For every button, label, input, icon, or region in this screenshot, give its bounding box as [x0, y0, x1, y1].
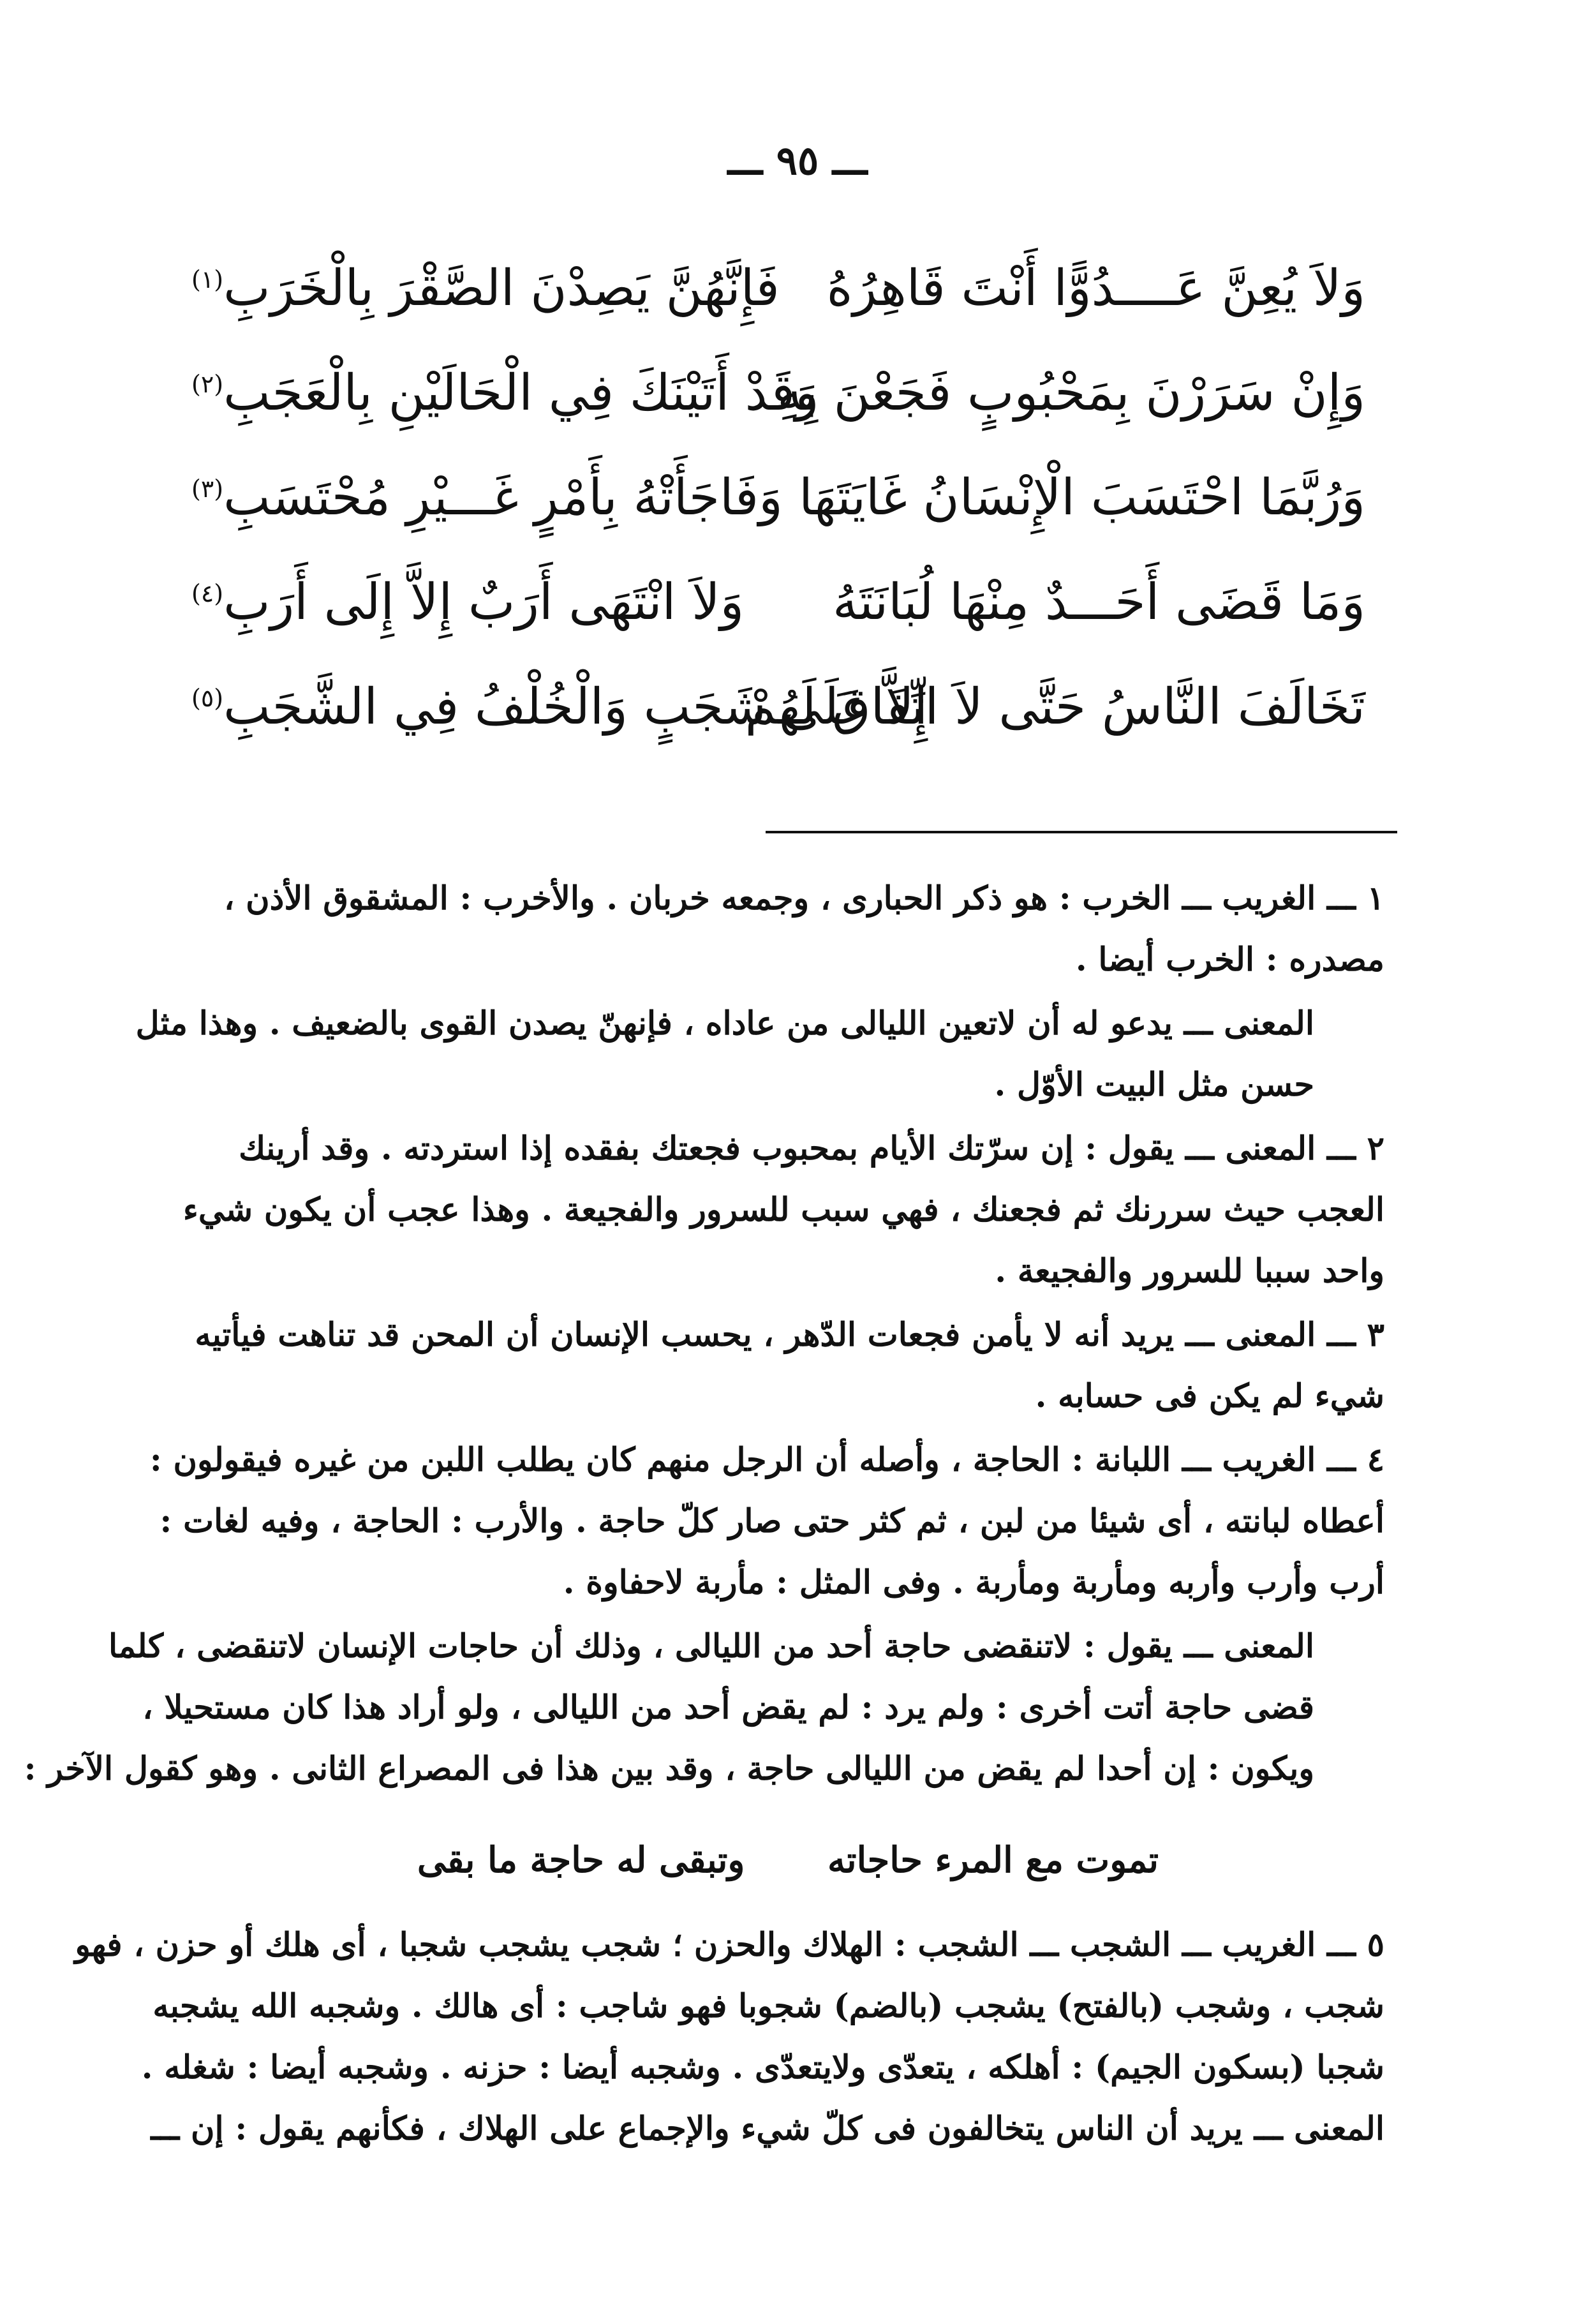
note-line: المعنى ـــ يقول : لاتنقضى حاجة أحد من الليالى ، وذلك أن حاجات الإنسان لاتنقضى ، كلما — [108, 1627, 1314, 1665]
verse-line — [191, 341, 1365, 445]
verse-first-hemistich: وَمَا قَضَى أَحَـــدٌ مِنْهَا لُبَانَتَهُ — [833, 574, 1365, 631]
poem-verses — [191, 236, 1365, 759]
note-1-meaning — [135, 993, 1384, 1115]
verse-second-hemistich-text: وَلاَ انْتَهَى أَرَبٌ إِلاَّ إِلَى أَرَبِ — [223, 574, 745, 631]
verse-first-hemistich: تَخَالَفَ النَّاسُ حَتَّى لاَ اتِّفَاقَ لَهُمْ — [745, 678, 1365, 736]
footnote-divider — [766, 831, 1397, 833]
note-line: ٥ ـــ الغريب ـــ الشجب ـــ الشجب : الهلاك والحزن ؛ شجب يشجب شجبا ، أى هلك أو حزن ، فهو — [75, 1926, 1384, 1964]
verse-line — [191, 550, 1365, 655]
quoted-verse-second-hemistich: وتبقى له حاجة ما بقى — [417, 1839, 745, 1881]
note-line: ٢ ـــ المعنى ـــ يقول : إن سرّتك الأيام بمحبوب فجعتك بفقده إذا استردته . وقد أرينك — [239, 1129, 1384, 1168]
footnote-marker: (٤) — [191, 579, 224, 607]
verse-second-hemistich-text: وَقَدْ أَتَيْنَكَ فِي الْحَالَيْنِ بِالْعَجَبِ — [223, 364, 819, 422]
verse-first-hemistich: وَرُبَّمَا احْتَسَبَ الْإِنْسَانُ غَايَتَهَا — [799, 469, 1365, 526]
note-line: العجب حيث سررنك ثم فجعنك ، فهي سبب للسرور والفجيعة . وهذا عجب أن يكون شيء — [182, 1191, 1384, 1229]
verse-second-hemistich — [191, 236, 780, 341]
verse-line — [191, 445, 1365, 550]
page-number: ـــ ٩٥ ـــ — [727, 137, 868, 184]
verse-second-hemistich — [191, 341, 819, 445]
footnote-marker: (٢) — [191, 370, 224, 398]
note-line: أرب وأرب وأربه ومأربة ومأربة . وفى المثل : مأربة لاحفاوة . — [563, 1563, 1384, 1602]
note-line: شجب ، وشجب (بالفتح) يشجب (بالضم) شجوبا فهو شاجب : أى هالك . وشجبه الله يشجبه — [152, 1987, 1384, 2025]
verse-second-hemistich-text: فَإِنَّهُنَّ يَصِدْنَ الصَّقْرَ بِالْخَرَبِ — [223, 260, 780, 317]
note-line: ١ ـــ الغريب ـــ الخرب : هو ذكر الحبارى ، وجمعه خربان . والأخرب : المشقوق الأذن ، — [223, 879, 1384, 918]
footnote-marker: (٣) — [191, 475, 224, 503]
note-line: شيء لم يكن فى حسابه . — [1035, 1377, 1384, 1415]
note-line: ويكون : إن أحدا لم يقض من الليالى حاجة ، وقد بين هذا فى المصراع الثانى . وهو كقول الآخر : — [24, 1750, 1314, 1788]
verse-first-hemistich: وَلاَ يُعِنَّ عَــــدُوًّا أَنْتَ قَاهِرُهُ — [826, 260, 1365, 317]
note-line: شجبا (بسكون الجيم) : أهلكه ، يتعدّى ولايتعدّى . وشجبه أيضا : حزنه . وشجبه أيضا : شغله . — [141, 2048, 1384, 2087]
note-line: ٤ ـــ الغريب ـــ اللبانة : الحاجة ، وأصله أن الرجل منهم كان يطلب اللبن من غيره فيقولون : — [149, 1441, 1384, 1479]
note-5-gloss — [75, 1914, 1384, 2159]
verse-second-hemistich — [191, 445, 783, 550]
note-4-gloss — [149, 1429, 1384, 1613]
quoted-verse-first-hemistich: تموت مع المرء حاجاته — [827, 1839, 1159, 1881]
verse-second-hemistich-text: وَفَاجَأَتْهُ بِأَمْرٍ غَـــيْرِ مُحْتَسَبِ — [223, 469, 783, 526]
note-2-meaning — [182, 1118, 1384, 1302]
verse-line — [191, 236, 1365, 341]
footnote-marker: (٥) — [191, 684, 224, 712]
verse-first-hemistich: وَإِنْ سَرَرْنَ بِمَحْبُوبٍ فَجَعْنَ بِهِ — [777, 364, 1365, 422]
note-1-gloss — [191, 868, 1384, 990]
verse-second-hemistich-text: إِلاَّ عَلَى شَجَبٍ وَالْخُلْفُ فِي الشَّجَبِ — [223, 678, 928, 736]
verse-second-hemistich — [191, 550, 744, 655]
verse-line — [191, 655, 1365, 759]
footnote-marker: (١) — [191, 265, 224, 294]
note-4-meaning — [24, 1616, 1384, 1799]
note-line: ٣ ـــ المعنى ـــ يريد أنه لا يأمن فجعات الدّهر ، يحسب الإنسان أن المحن قد تناهت فيأتيه — [195, 1316, 1384, 1354]
note-line: أعطاه لبانته ، أى شيئا من لبن ، ثم كثر حتى صار كلّ حاجة . والأرب : الحاجة ، وفيه لغات : — [160, 1502, 1384, 1540]
note-line: المعنى ـــ يدعو له أن لاتعين الليالى من عاداه ، فإنهنّ يصدن القوى بالضعيف . وهذا مثل — [135, 1004, 1314, 1043]
note-line: واحد سببا للسرور والفجيعة . — [995, 1252, 1384, 1290]
note-line: قضى حاجة أتت أخرى : ولم يرد : لم يقض أحد من الليالى ، ولو أراد هذا كان مستحيلا ، — [142, 1688, 1314, 1727]
quoted-verse — [191, 1812, 1384, 1908]
note-3-meaning — [191, 1304, 1384, 1427]
commentary-notes — [24, 868, 1384, 2162]
note-line: مصدره : الخرب أيضا . — [1075, 941, 1384, 979]
note-line: المعنى ـــ يريد أن الناس يتخالفون فى كلّ شيء والإجماع على الهلاك ، فكأنهم يقول : إن ـــ — [151, 2110, 1384, 2148]
note-line: حسن مثل البيت الأوّل . — [994, 1066, 1314, 1104]
verse-second-hemistich — [191, 655, 928, 759]
